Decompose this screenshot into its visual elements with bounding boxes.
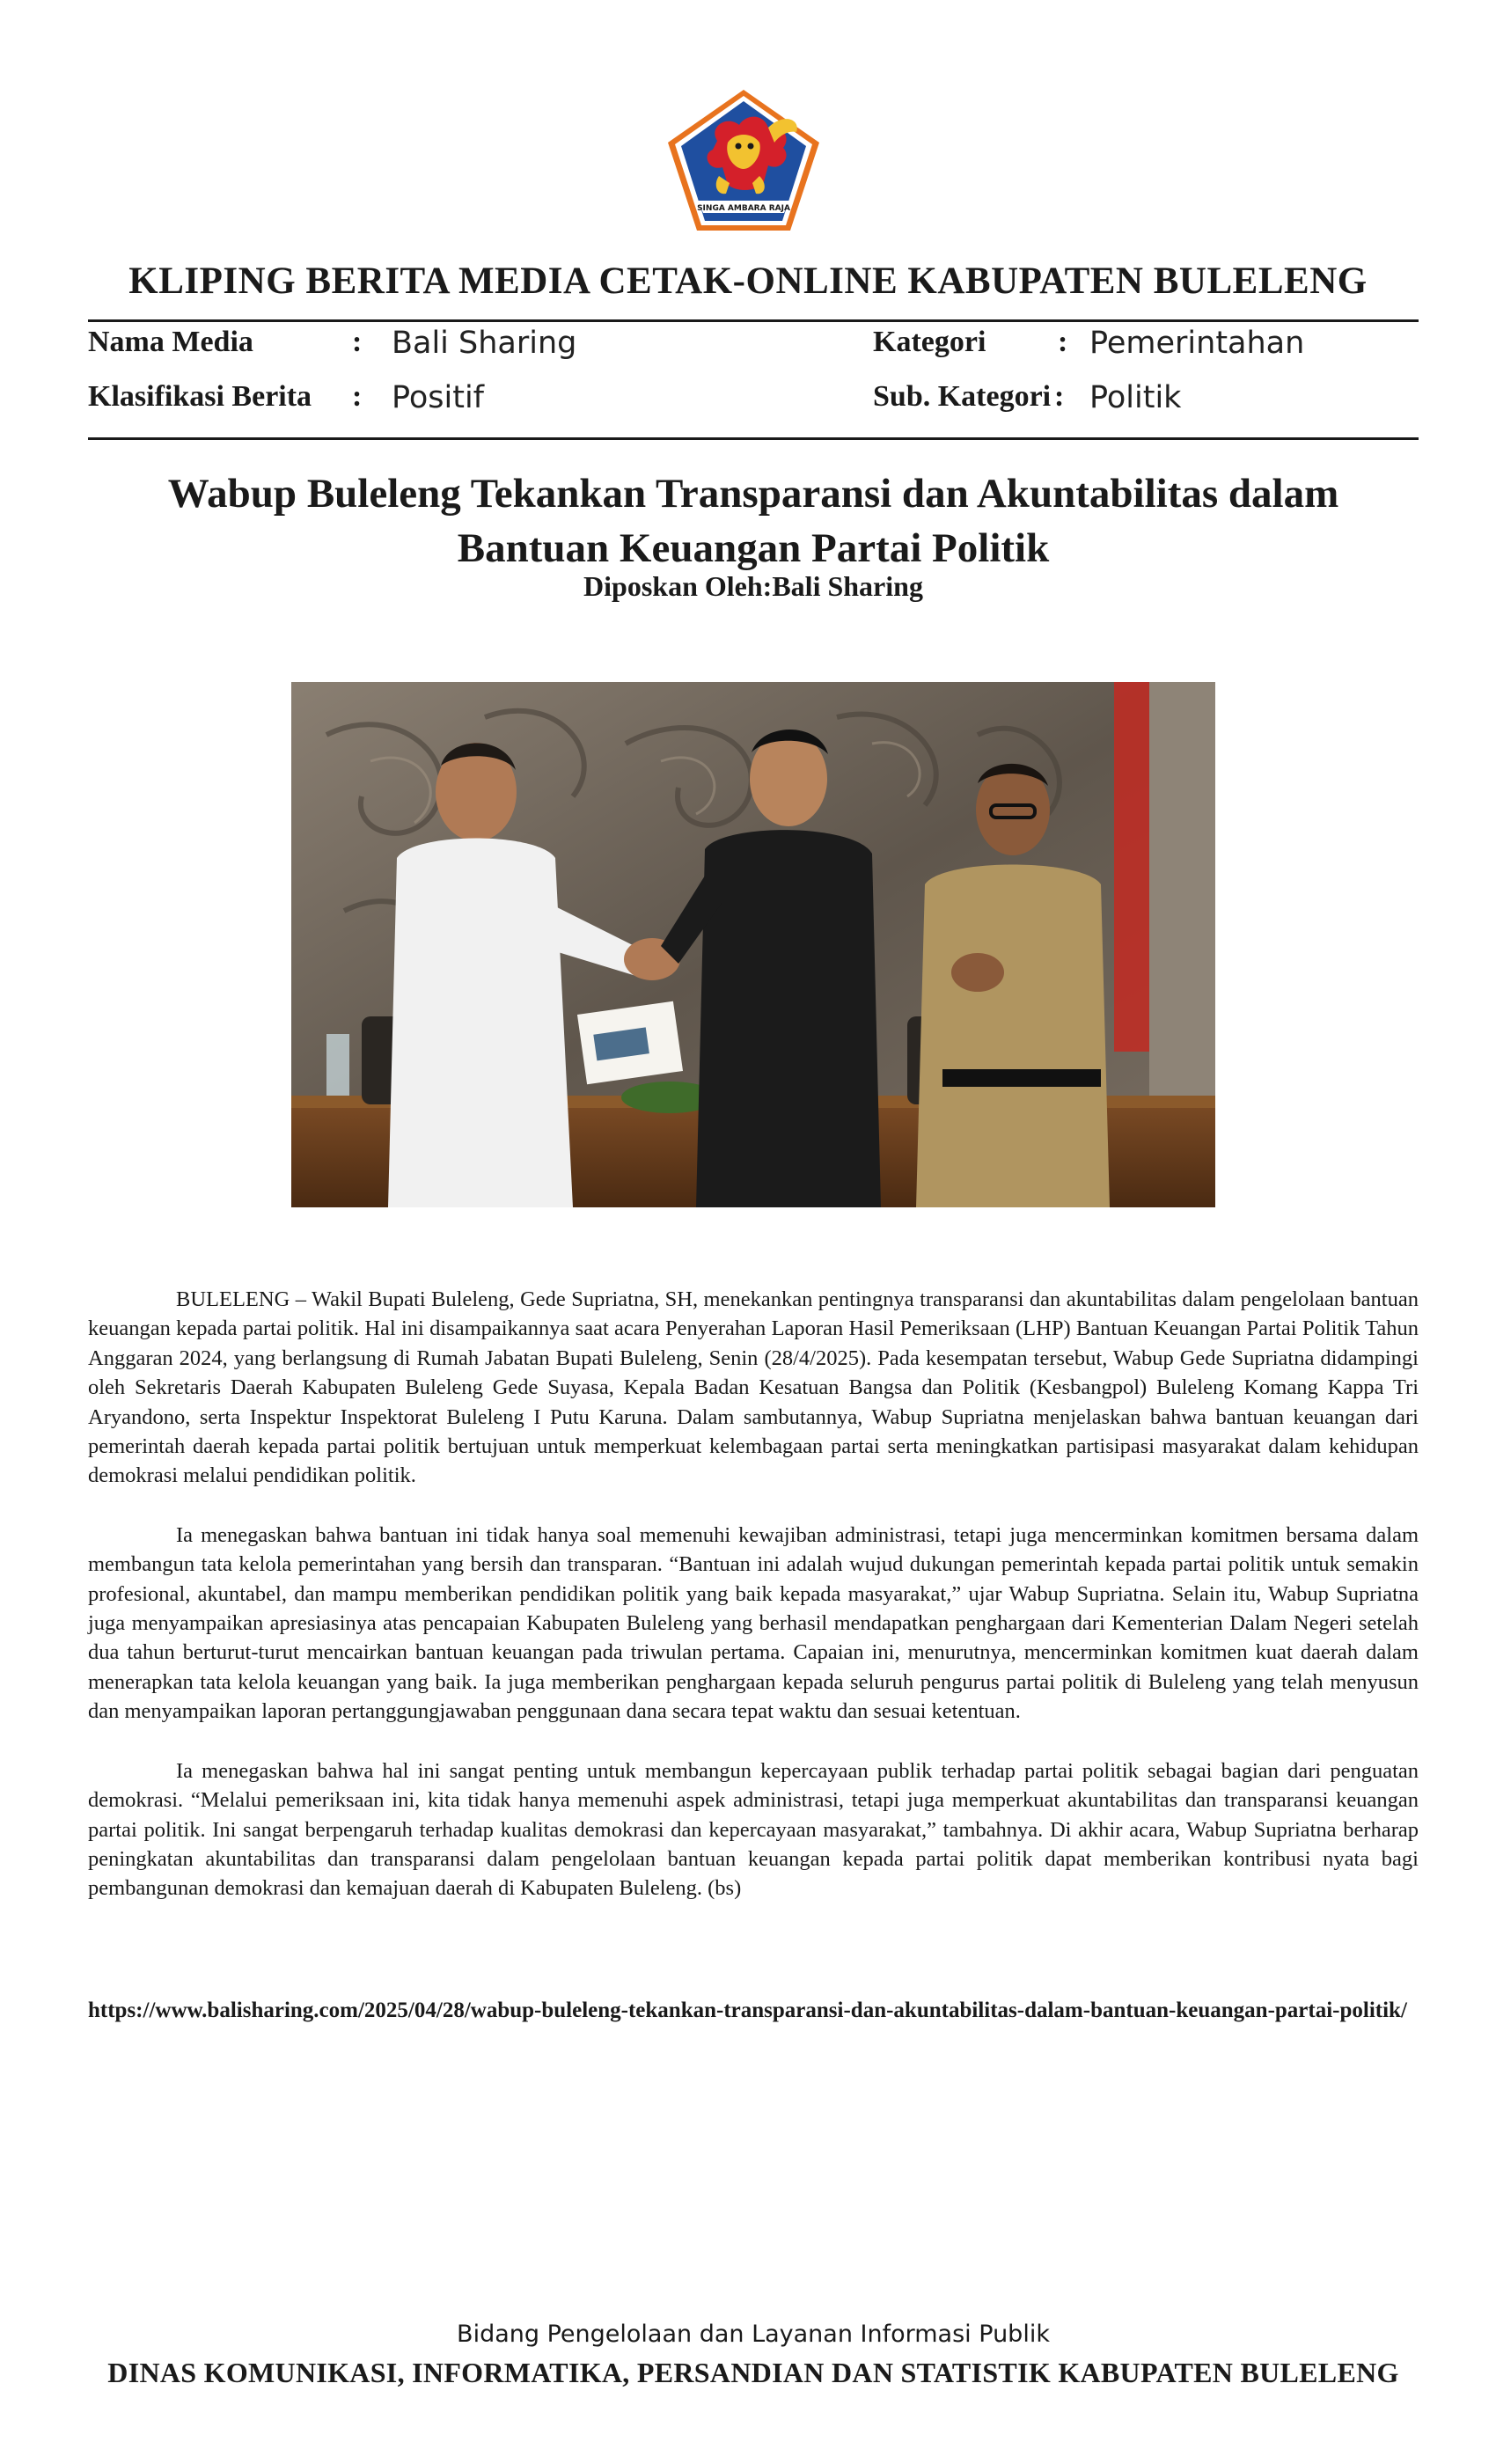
divider-bottom: [88, 437, 1419, 440]
article-paragraph-1: BULELENG – Wakil Bupati Buleleng, Gede Supriatna, SH, menekankan pentingnya transparansi dan akuntabilitas dalam pengelolaan bantuan keuangan kepada partai politik. Hal ini disampaikannya saat acara Penyerahan Laporan Hasil Pemeriksaan (LHP) Bantuan Keuangan Partai Politik Tahun Anggaran 2024, yang berlangsung di Rumah Jabatan Bupati Buleleng, Senin (28/4/2025). Pada kesempatan tersebut, Wabup Gede Supriatna didampingi oleh Sekretaris Daerah Kabupaten Buleleng Gede Suyasa, Kepala Badan Kesatuan Bangsa dan Politik (Kesbangpol) Buleleng Komang Kappa Tri Aryandono, serta Inspektur Inspektorat Buleleng I Putu Karuna. Dalam sambutannya, Wabup Supriatna menjelaskan bahwa bantuan keuangan dari pemerintah daerah kepada partai politik bertujuan untuk memperkuat kelembagaan partai serta meningkatkan partisipasi masyarakat dalam kehidupan demokrasi melalui pendidikan politik.: [88, 1287, 1419, 1488]
subkategori-label: Sub. Kategori: [873, 380, 1052, 413]
article-paragraph-3: Ia menegaskan bahwa hal ini sangat penting untuk membangun kepercayaan publik terhadap partai politik sebagai bagian dari penguatan demokrasi. “Melalui pemeriksaan ini, kita tidak hanya memenuhi aspek administrasi, tetapi juga memperkuat akuntabilitas dan transparansi keuangan partai politik. Ini sangat berpengaruh terhadap kualitas demokrasi dan kepercayaan masyarakat,” tambahnya. Di akhir acara, Wabup Supriatna berharap peningkatan akuntabilitas dan transparansi dalam pengelolaan bantuan keuangan kepada partai politik dapat memberikan kontribusi nyata bagi pembangunan demokrasi dan kemajuan daerah di Kabupaten Buleleng. (bs): [88, 1758, 1419, 1901]
media-value: Bali Sharing: [392, 326, 577, 361]
emblem-motto: SINGA AMBARA RAJA: [697, 204, 790, 213]
media-label: Nama Media: [88, 326, 253, 358]
media-colon: :: [352, 326, 363, 358]
kategori-label: Kategori: [873, 326, 986, 358]
divider-top: [88, 319, 1419, 322]
article-photo: [291, 682, 1215, 1207]
article-title: Wabup Buleleng Tekankan Transparansi dan Akuntabilitas dalam Bantuan Keuangan Partai Politik: [167, 471, 1339, 571]
kategori-colon: :: [1058, 326, 1068, 358]
meta-row-klasifikasi: [88, 380, 1419, 424]
meta-row-media: [88, 326, 1419, 370]
news-photo-icon: [291, 682, 1215, 1207]
article-byline: Diposkan Oleh:Bali Sharing: [583, 570, 923, 602]
document-title: KLIPING BERITA MEDIA CETAK-ONLINE KABUPATEN BULELENG: [128, 260, 1368, 302]
article-paragraph-2: Ia menegaskan bahwa bantuan ini tidak hanya soal memenuhi kewajiban administrasi, tetapi juga mencerminkan komitmen bersama dalam membangun tata kelola pemerintahan yang bersih dan transparan. “Bantuan ini adalah wujud dukungan pemerintah kepada partai politik untuk semakin profesional, akuntabel, dan mampu memberikan pendidikan politik yang baik kepada masyarakat,” ujar Wabup Supriatna. Selain itu, Wabup Supriatna juga menyampaikan apresiasinya atas pencapaian Kabupaten Buleleng yang berhasil mendapatkan penghargaan dari Kementerian Dalam Negeri setelah dua tahun berturut-turut mencairkan bantuan keuangan pada triwulan pertama. Capaian ini, menurutnya, mencerminkan komitmen kuat daerah dalam menerapkan tata kelola keuangan yang baik. Ia juga memberikan penghargaan kepada seluruh pengurus partai politik di Buleleng yang telah menyusun dan menyampaikan laporan pertanggungjawaban penggunaan dana secara tepat waktu dan sesuai ketentuan.: [88, 1522, 1419, 1724]
kategori-value: Pemerintahan: [1089, 326, 1305, 361]
subkategori-colon: :: [1054, 380, 1065, 413]
klasifikasi-colon: :: [352, 380, 363, 413]
klasifikasi-value: Positif: [392, 380, 484, 415]
subkategori-value: Politik: [1089, 380, 1182, 415]
klasifikasi-label: Klasifikasi Berita: [88, 380, 312, 413]
source-link[interactable]: https://www.balisharing.com/2025/04/28/wabup-buleleng-tekankan-transparansi-dan-akuntabilitas-dalam-bantuan-keuangan-partai-politik/: [88, 1998, 1407, 2022]
article-body: [88, 1285, 1419, 1933]
footer-agency: DINAS KOMUNIKASI, INFORMATIKA, PERSANDIAN DAN STATISTIK KABUPATEN BULELENG: [107, 2357, 1399, 2388]
regency-emblem-logo: [664, 88, 823, 234]
singa-ambara-raja-emblem-icon: [664, 88, 823, 234]
footer-division: Bidang Pengelolaan dan Layanan Informasi Publik: [457, 2321, 1050, 2348]
